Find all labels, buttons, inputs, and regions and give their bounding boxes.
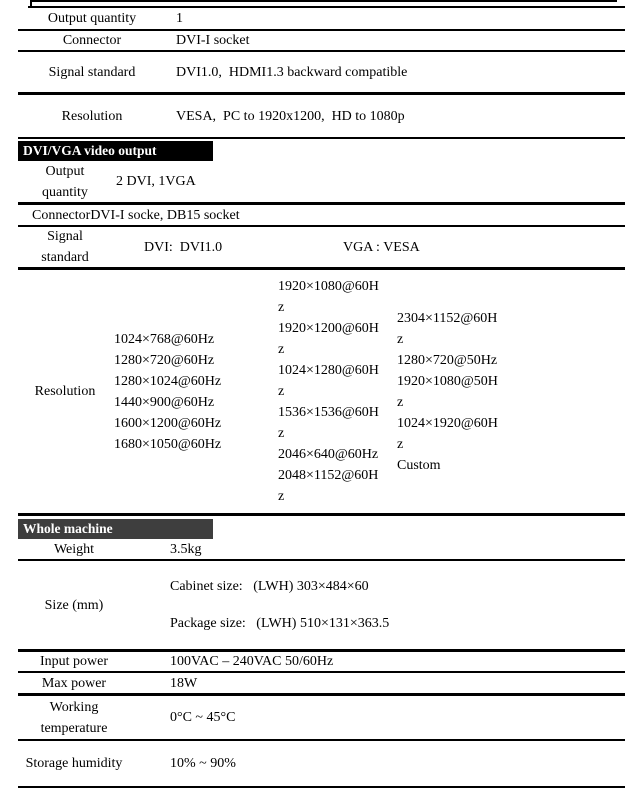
resolution-item: 1280×720@60Hz <box>114 352 215 368</box>
table-row <box>18 52 625 95</box>
resolution-item: 1920×1080@60Hz <box>278 279 379 315</box>
signal-vga-value: VGA : VESA <box>343 239 420 255</box>
row-label: Storage humidity <box>25 756 123 771</box>
table-row <box>18 741 625 788</box>
row-value: 1 <box>176 11 183 26</box>
resolution-column-1 <box>112 270 276 513</box>
row-label: Weight <box>53 541 95 557</box>
resolution-item: 1536×1536@60Hz <box>278 405 379 441</box>
row-value: 18W <box>170 675 198 691</box>
resolution-item: 1280×720@50Hz <box>397 352 498 368</box>
row-label: Signal standard <box>48 64 136 80</box>
resolution-item: 1280×1024@60Hz <box>114 373 222 389</box>
table-row-resolution <box>18 270 625 516</box>
section-header-whole-machine <box>18 519 213 539</box>
row-value: 0°C ~ 45°C <box>170 710 236 725</box>
resolution-item: 1440×900@60Hz <box>114 394 215 410</box>
package-size-value: Package size: (LWH) 510×131×363.5 <box>170 615 390 631</box>
cutoff-row-fragment <box>18 0 625 8</box>
resolution-item: 1024×1280@60Hz <box>278 363 379 399</box>
resolution-columns <box>112 270 625 513</box>
resolution-item: Custom <box>397 457 441 473</box>
table-row <box>18 673 625 696</box>
row-label: Input power <box>39 654 109 669</box>
resolution-item: 2304×1152@60Hz <box>397 310 498 347</box>
resolution-item: 1600×1200@60Hz <box>114 415 222 431</box>
row-label: Size (mm) <box>44 597 104 613</box>
row-label: Resolution <box>34 384 96 399</box>
section-header-label: DVI/VGA video output <box>23 143 157 158</box>
section-header-label: Whole machine <box>23 521 113 536</box>
table-row <box>18 696 625 741</box>
row-value: DVI1.0, HDMI1.3 backward compatible <box>176 64 408 80</box>
row-label: Output quantity <box>47 11 137 26</box>
table-row <box>18 8 625 31</box>
resolution-item: 1024×1920@60Hz <box>397 415 498 452</box>
resolution-column-2 <box>276 270 394 513</box>
row-label: Max power <box>41 675 107 691</box>
table-row <box>18 95 625 139</box>
table-rule <box>28 6 625 8</box>
table-row <box>18 161 625 205</box>
table-row <box>18 31 625 52</box>
row-label: Working temperature <box>40 699 108 736</box>
row-value: 2 DVI, 1VGA <box>116 174 196 189</box>
cabinet-size-value: Cabinet size: (LWH) 303×484×60 <box>170 579 369 595</box>
resolution-item: 1920×1200@60Hz <box>278 321 379 357</box>
table-row-size <box>18 561 625 652</box>
resolution-item: 1920×1080@50Hz <box>397 373 498 410</box>
row-value: 10% ~ 90% <box>170 756 236 771</box>
row-value: 100VAC – 240VAC 50/60Hz <box>170 654 334 669</box>
row-label: Output quantity <box>42 163 88 200</box>
resolution-item: 2046×640@60Hz <box>278 447 379 462</box>
table-rule <box>30 0 617 2</box>
size-values <box>130 561 625 649</box>
row-label: Signal standard <box>41 229 89 265</box>
spec-table <box>18 0 625 788</box>
resolution-item: 1024×768@60Hz <box>114 331 215 347</box>
row-value: VESA, PC to 1920x1200, HD to 1080p <box>176 108 405 124</box>
row-value: DVI-I socket <box>176 33 250 48</box>
table-row <box>18 652 625 673</box>
resolution-item: 2048×1152@60Hz <box>278 468 379 504</box>
row-label: Resolution <box>61 108 123 124</box>
section-header-dvi-vga <box>18 141 213 161</box>
row-value: 3.5kg <box>170 541 202 557</box>
row-label: Connector <box>62 33 122 48</box>
connector-merged-cell: ConnectorDVI-I socke, DB15 socket <box>32 207 240 223</box>
table-row <box>18 539 625 561</box>
resolution-item: 1680×1050@60Hz <box>114 436 222 452</box>
resolution-column-3 <box>394 270 625 513</box>
table-row <box>18 227 625 270</box>
signal-dvi-value: DVI: DVI1.0 <box>144 239 223 255</box>
